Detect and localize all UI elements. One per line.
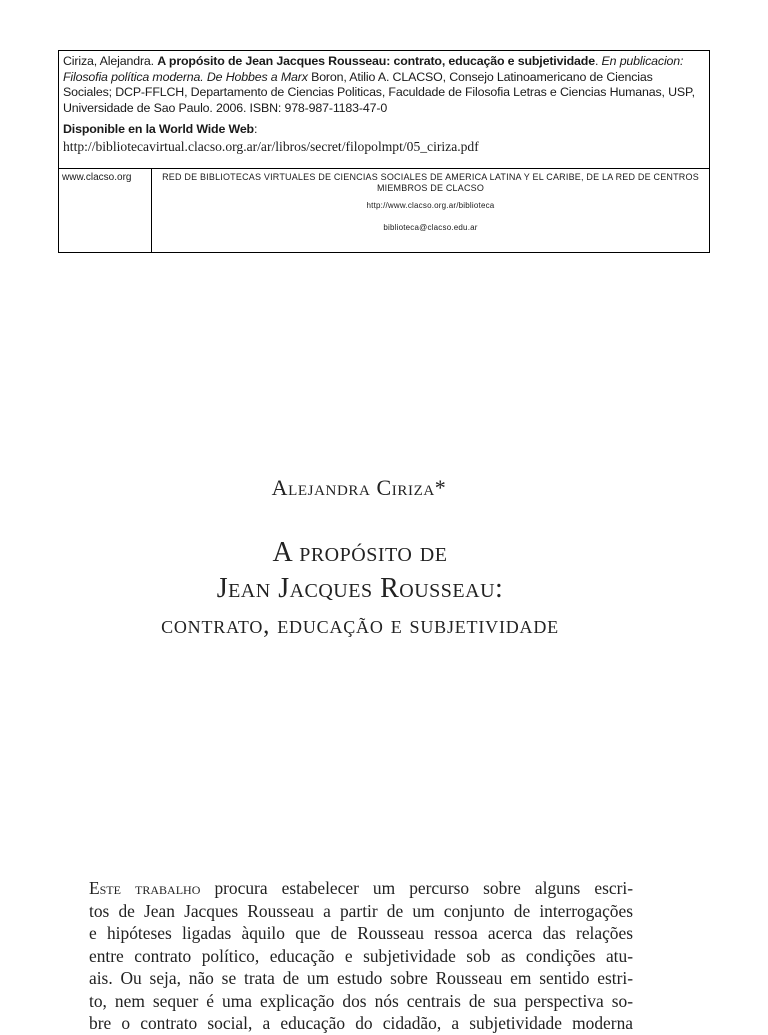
article-author: Alejandra Ciriza* — [271, 475, 447, 500]
citation-pub-title: Filosofia política moderna. De Hobbes a Marx — [63, 69, 308, 84]
body-line-1 — [89, 877, 633, 900]
citation-reference: Ciriza, Alejandra. A propósito de Jean Jacques Rousseau: contrato, educação e subjetividade. En publicacion: Filosofia política moderna. De Hobbes a Marx Boron, Atilio A. CLACSO, Consejo Latinoamericano de Ciencias Sociales; DCP-FFLCH, Departamento de Ciencias Politicas, Faculdade de Filosofia Letras e Ciencias Humanas, USP, Universidade de Sao Paulo. 2006. ISBN: 978-987-1183-47-0 Disponible en la World Wide Web: http://bibliotecavirtual.clacso.org.ar/ar/libros/secret/filopolmpt/05_ciriza.pdf — [59, 51, 709, 168]
network-info — [152, 169, 709, 252]
body-paragraph — [89, 877, 633, 1035]
citation-author: Ciriza, Alejandra. — [63, 54, 154, 68]
body-line-6: to, nem sequer é uma explicação dos nós centrais de sua perspectiva so- — [89, 990, 633, 1011]
citation-pub-intro: En publicacion: — [601, 54, 684, 68]
body-line-4: entre contrato político, educação e subjetividade sob as condições atu- — [89, 945, 633, 966]
body-line-3: e hipóteses ligadas àquilo que de Rousseau ressoa acerca das relações — [89, 923, 633, 943]
body-line-5: ais. Ou seja, não se trata de um estudo sobre Rousseau em sentido estri- — [89, 968, 633, 988]
body-lead: Este trabalho — [89, 878, 201, 898]
available-url-link[interactable]: http://bibliotecavirtual.clacso.org.ar/ar/libros/secret/filopolmpt/05_ciriza.pdf — [63, 138, 479, 154]
network-title: RED DE BIBLIOTECAS VIRTUALES DE CIENCIAS SOCIALES DE AMERICA LATINA Y EL CARIBE, DE LA RED DE CENTROS MIEMBROS DE CLACSO — [162, 172, 699, 193]
available-label: Disponible en la World Wide Web — [63, 122, 254, 137]
body-line-7: bre o contrato social, a educação do cidadão, a subjetividade moderna — [89, 1013, 633, 1033]
title-line-3: contrato, educação e subjetividade — [161, 612, 559, 639]
citation-pub-details: Boron, Atilio A. CLACSO, Consejo Latinoamericano de Ciencias Sociales; DCP-FFLCH, Departamento de Ciencias Politicas, Faculdade de Filosofia Letras e Ciencias Humanas, USP, Universidade de Sao Paulo. 2006. ISBN: 978-987-1183-47-0 — [63, 69, 695, 115]
network-email-link[interactable]: biblioteca@clacso.edu.ar — [383, 223, 478, 232]
citation-footer — [59, 168, 709, 252]
title-line-2: Jean Jacques Rousseau: — [216, 573, 504, 604]
citation-title: A propósito de Jean Jacques Rousseau: contrato, educação e subjetividade — [157, 54, 595, 68]
body-line-2: tos de Jean Jacques Rousseau a partir de um conjunto de interrogações — [89, 900, 633, 921]
network-url-link[interactable]: http://www.clacso.org.ar/biblioteca — [366, 201, 495, 210]
title-line-1: A propósito de — [272, 537, 448, 568]
article-title — [0, 535, 720, 643]
citation-box — [58, 50, 710, 253]
body-line-text: procura estabelecer um percurso sobre alguns escri- — [200, 878, 634, 898]
site-link[interactable]: www.clacso.org — [59, 169, 152, 252]
available-block: Disponible en la World Wide Web: — [63, 122, 258, 137]
